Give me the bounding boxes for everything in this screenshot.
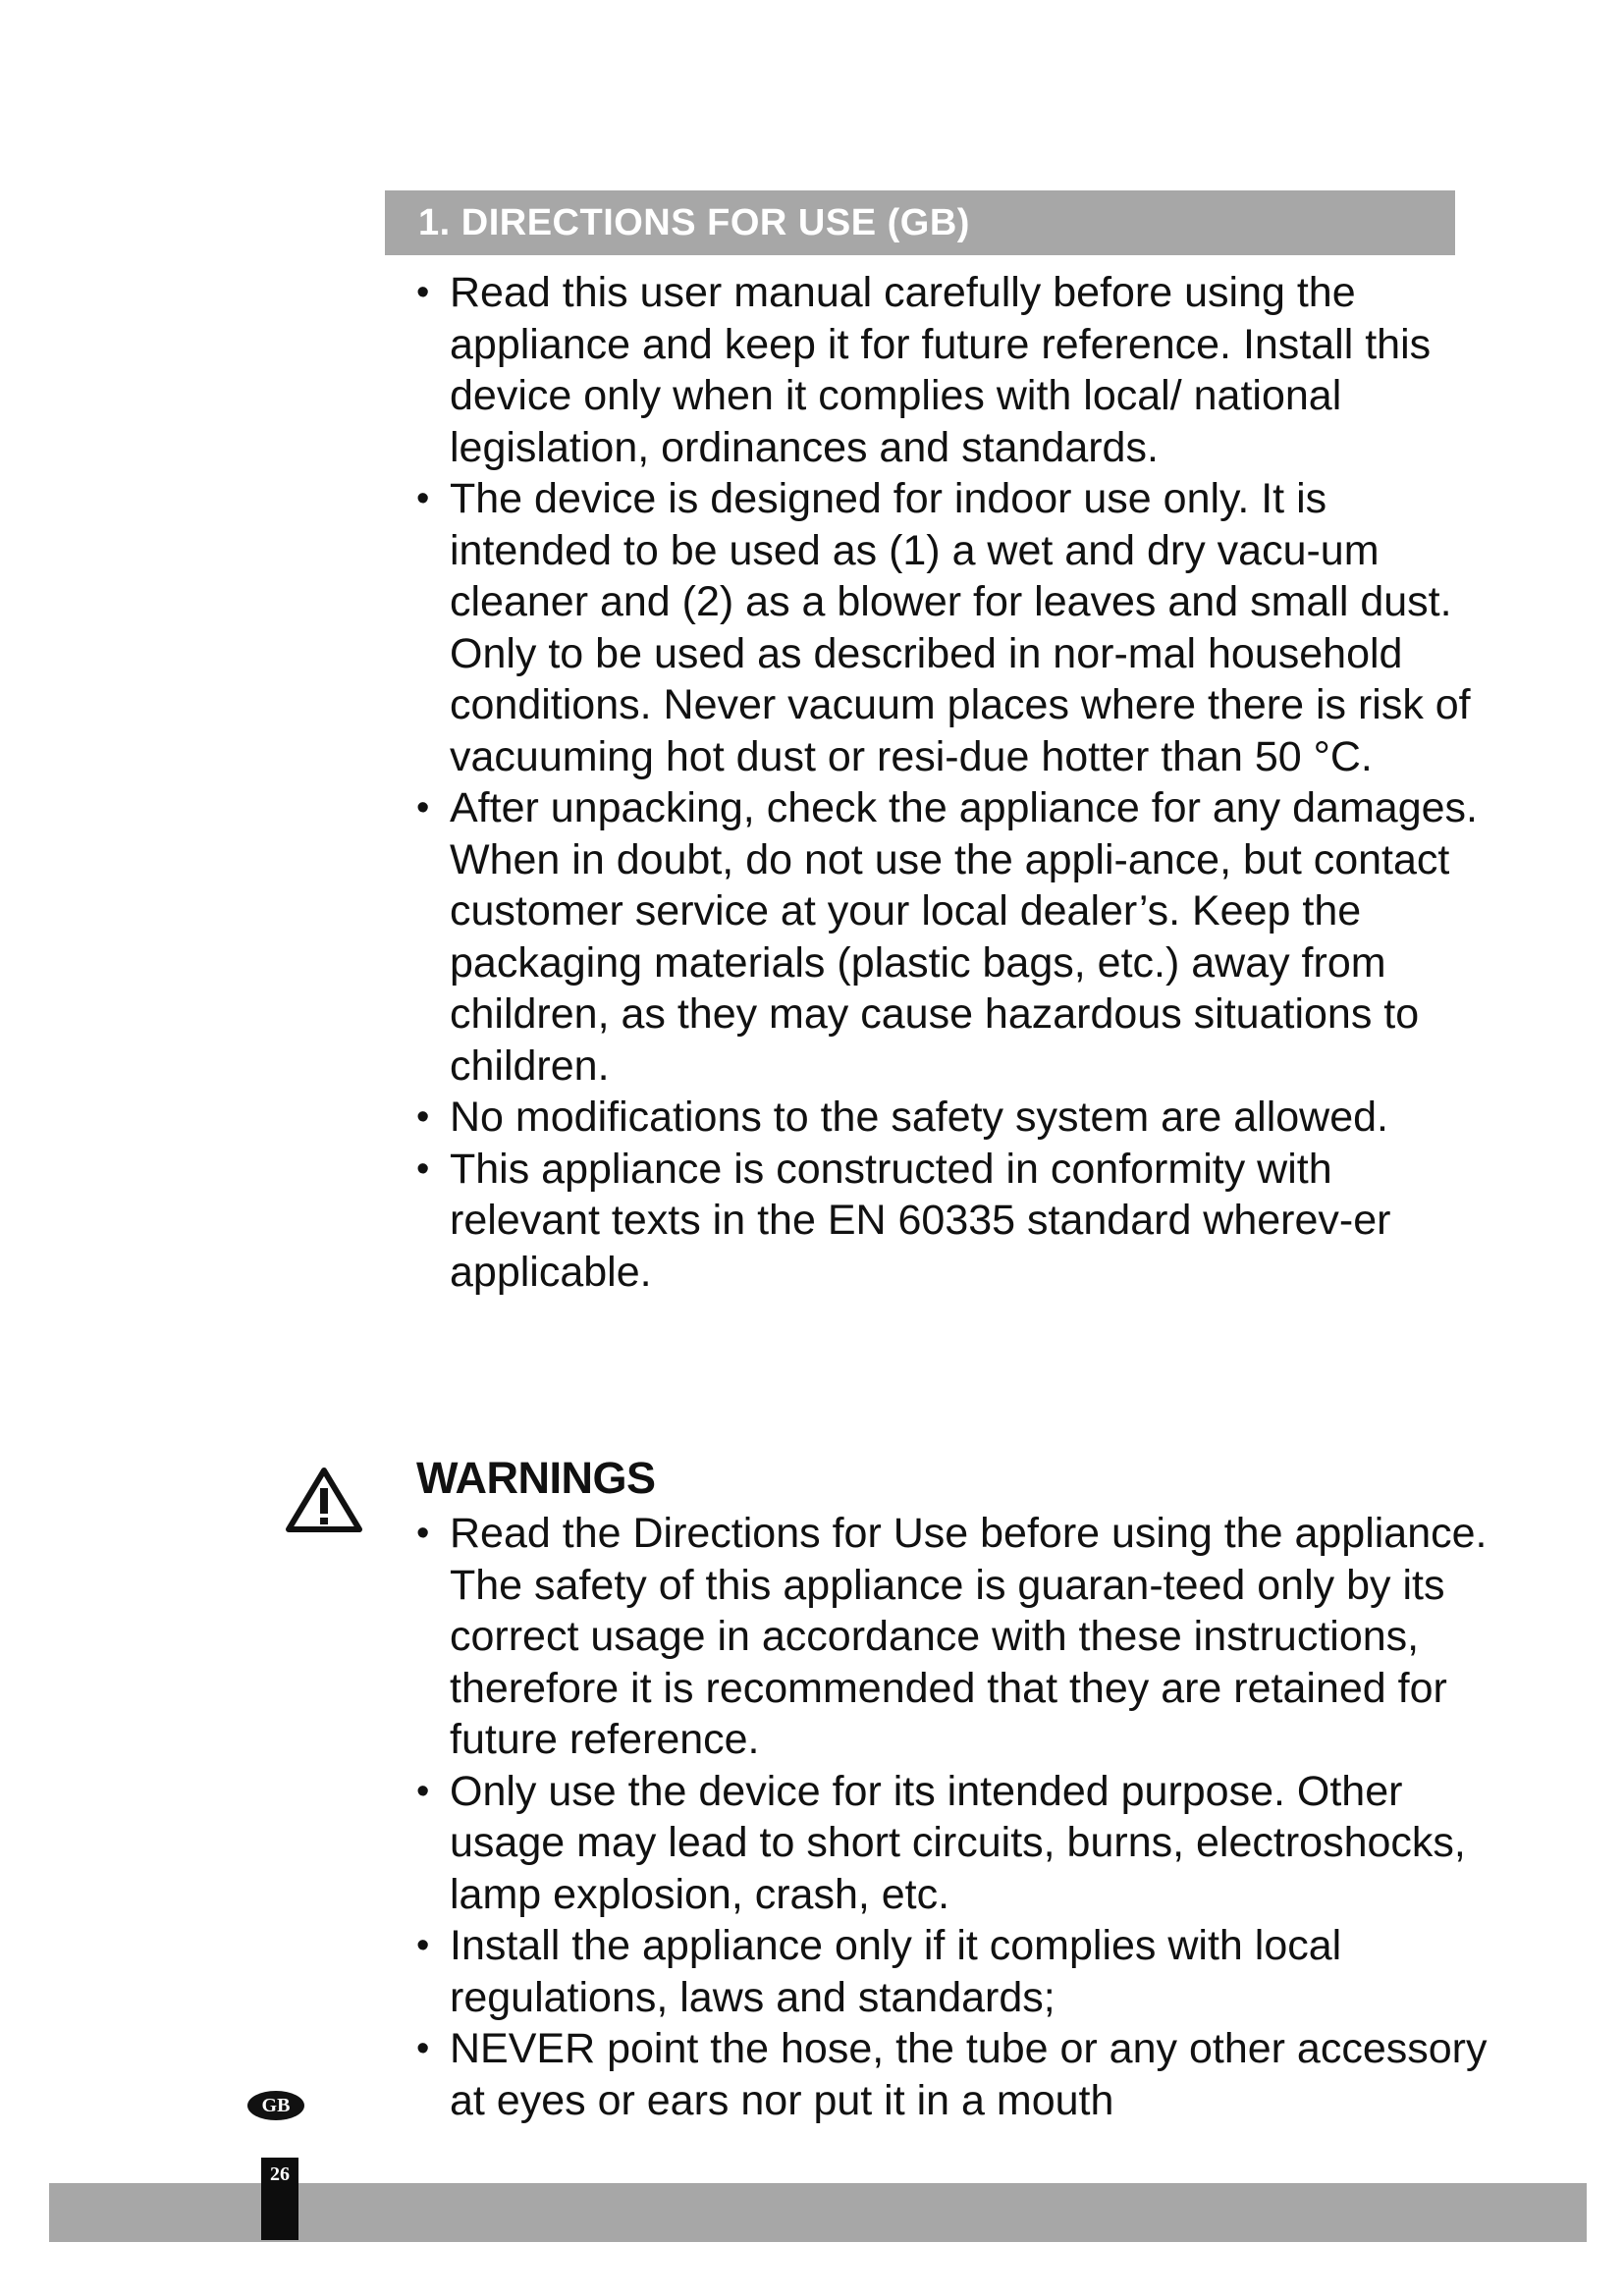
list-item: • Read this user manual carefully before using the appliance and keep it for future reference. Install this device only when it complies with local/ national legislation, ordinances and standards. (416, 267, 1491, 473)
language-badge: GB (247, 2091, 304, 2120)
list-item: • NEVER point the hose, the tube or any other accessory at eyes or ears nor put it in a mouth (416, 2023, 1491, 2126)
list-item: • The device is designed for indoor use only. It is intended to be used as (1) a wet and dry vacu-um cleaner and (2) as a blower for leaves and small dust. Only to be used as described in nor-mal household conditions. Never vacuum places where there is risk of vacuuming hot dust or resi-due hotter than 50 °C. (416, 473, 1491, 782)
list-item: • After unpacking, check the appliance for any damages. When in doubt, do not use the appli-ance, but contact customer service at your local dealer’s. Keep the packaging materials (plastic bags, etc.) away from children, as they may cause hazardous situations to children. (416, 782, 1491, 1092)
list-item: • No modifications to the safety system are allowed. (416, 1092, 1491, 1144)
list-item: • Install the appliance only if it complies with local regulations, laws and standards; (416, 1920, 1491, 2023)
page-number: 26 (270, 2163, 290, 2185)
directions-list (416, 267, 1491, 1298)
list-item: • Only use the device for its intended purpose. Other usage may lead to short circuits, burns, electroshocks, lamp explosion, crash, etc. (416, 1766, 1491, 1921)
section-title: 1. DIRECTIONS FOR USE (GB) (385, 190, 1455, 255)
warning-triangle-icon (285, 1467, 363, 1533)
list-item: • This appliance is constructed in conformity with relevant texts in the EN 60335 standard wherev-er applicable. (416, 1144, 1491, 1299)
list-item: • Read the Directions for Use before using the appliance. The safety of this appliance is guaran-teed only by its correct usage in accordance with these instructions, therefore it is recommended that they are retained for future reference. (416, 1508, 1491, 1766)
warnings-list (416, 1508, 1491, 2126)
warnings-heading: WARNINGS (416, 1453, 656, 1503)
